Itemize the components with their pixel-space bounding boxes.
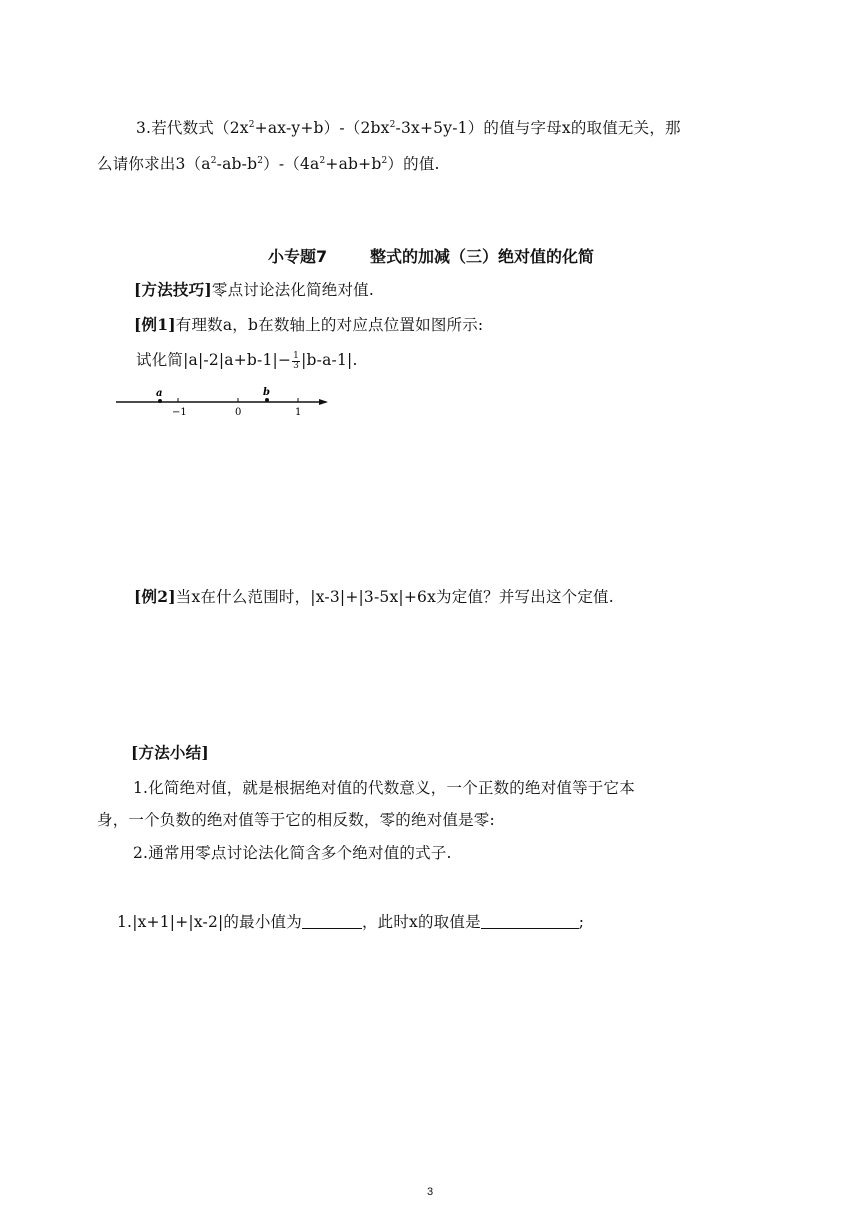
point-a-dot [158, 399, 162, 403]
problem-3-text: 么请你求出3（a [97, 155, 211, 173]
problem-3-line-1 [136, 116, 681, 138]
point-b-label: b [263, 387, 270, 398]
fraction-numerator: 1 [293, 350, 300, 361]
exponent: 2 [319, 156, 326, 166]
example-2-tag: [例2] [134, 587, 176, 606]
point-b-dot [265, 398, 269, 402]
problem-3-text: ）-（4a [263, 155, 320, 173]
tick-label-minus-1: −1 [172, 407, 187, 418]
example-2 [134, 585, 614, 607]
example-2-text: 当x在什么范围时，|x-3|+|3-5x|+6x为定值？并写出这个定值. [175, 588, 614, 606]
fraction [292, 352, 300, 371]
problem-3-text: +ax-y+b）-（2bx [254, 119, 390, 137]
exponent: 2 [389, 120, 396, 130]
answer-blank-x-range[interactable] [481, 914, 579, 929]
answer-blank-min-value[interactable] [302, 914, 362, 929]
problem-3-line-2 [97, 152, 440, 174]
tick-label-0: 0 [235, 407, 242, 418]
problem-3-text: +ab+b [325, 155, 382, 173]
number-line-figure [112, 384, 336, 420]
number-line-arrow [319, 399, 328, 405]
problem-3-text: -ab-b [216, 155, 258, 173]
summary-item-1-line-1: 1.化简绝对值，就是根据绝对值的代数意义，一个正数的绝对值等于它本 [133, 779, 635, 797]
method-tip [134, 278, 374, 300]
method-tip-text: 零点讨论法化简绝对值. [211, 281, 375, 299]
summary-item-2: 2.通常用零点讨论法化简含多个绝对值的式子. [133, 844, 452, 862]
section-number: 小专题7 [268, 247, 328, 266]
exercise-1-text: ; [578, 913, 585, 931]
problem-3-text: 3.若代数式（2x [136, 119, 249, 137]
example-1 [134, 313, 483, 335]
exponent: 2 [248, 120, 255, 130]
summary-item-1-line-2: 身，一个负数的绝对值等于它的相反数，零的绝对值是零: [97, 811, 495, 829]
example-1-expression [136, 348, 358, 371]
exponent: 2 [210, 156, 217, 166]
problem-3-text: ）的值. [387, 155, 440, 173]
expression-part: |b-a-1|. [301, 351, 358, 369]
example-1-text: 有理数a，b在数轴上的对应点位置如图所示: [175, 316, 484, 334]
page-number: 3 [426, 1186, 434, 1198]
section-heading: 整式的加减（三）绝对值的化简 [370, 247, 595, 266]
exercise-1 [117, 910, 584, 932]
exponent: 2 [381, 156, 388, 166]
exercise-1-text: ，此时x的取值是 [361, 913, 481, 931]
exercise-1-text: 1.|x+1|+|x-2|的最小值为 [117, 913, 302, 931]
point-a-label: a [156, 388, 163, 399]
summary-tag: [方法小结] [131, 743, 209, 762]
fraction-denominator: 3 [293, 360, 300, 371]
example-1-tag: [例1] [134, 315, 176, 334]
exponent: 2 [257, 156, 264, 166]
tick-label-1: 1 [295, 407, 302, 418]
problem-3-text: -3x+5y-1）的值与字母x的取值无关，那 [395, 119, 681, 137]
expression-part: 试化简|a|-2|a+b-1|− [136, 351, 292, 369]
method-tip-tag: [方法技巧] [134, 280, 212, 299]
